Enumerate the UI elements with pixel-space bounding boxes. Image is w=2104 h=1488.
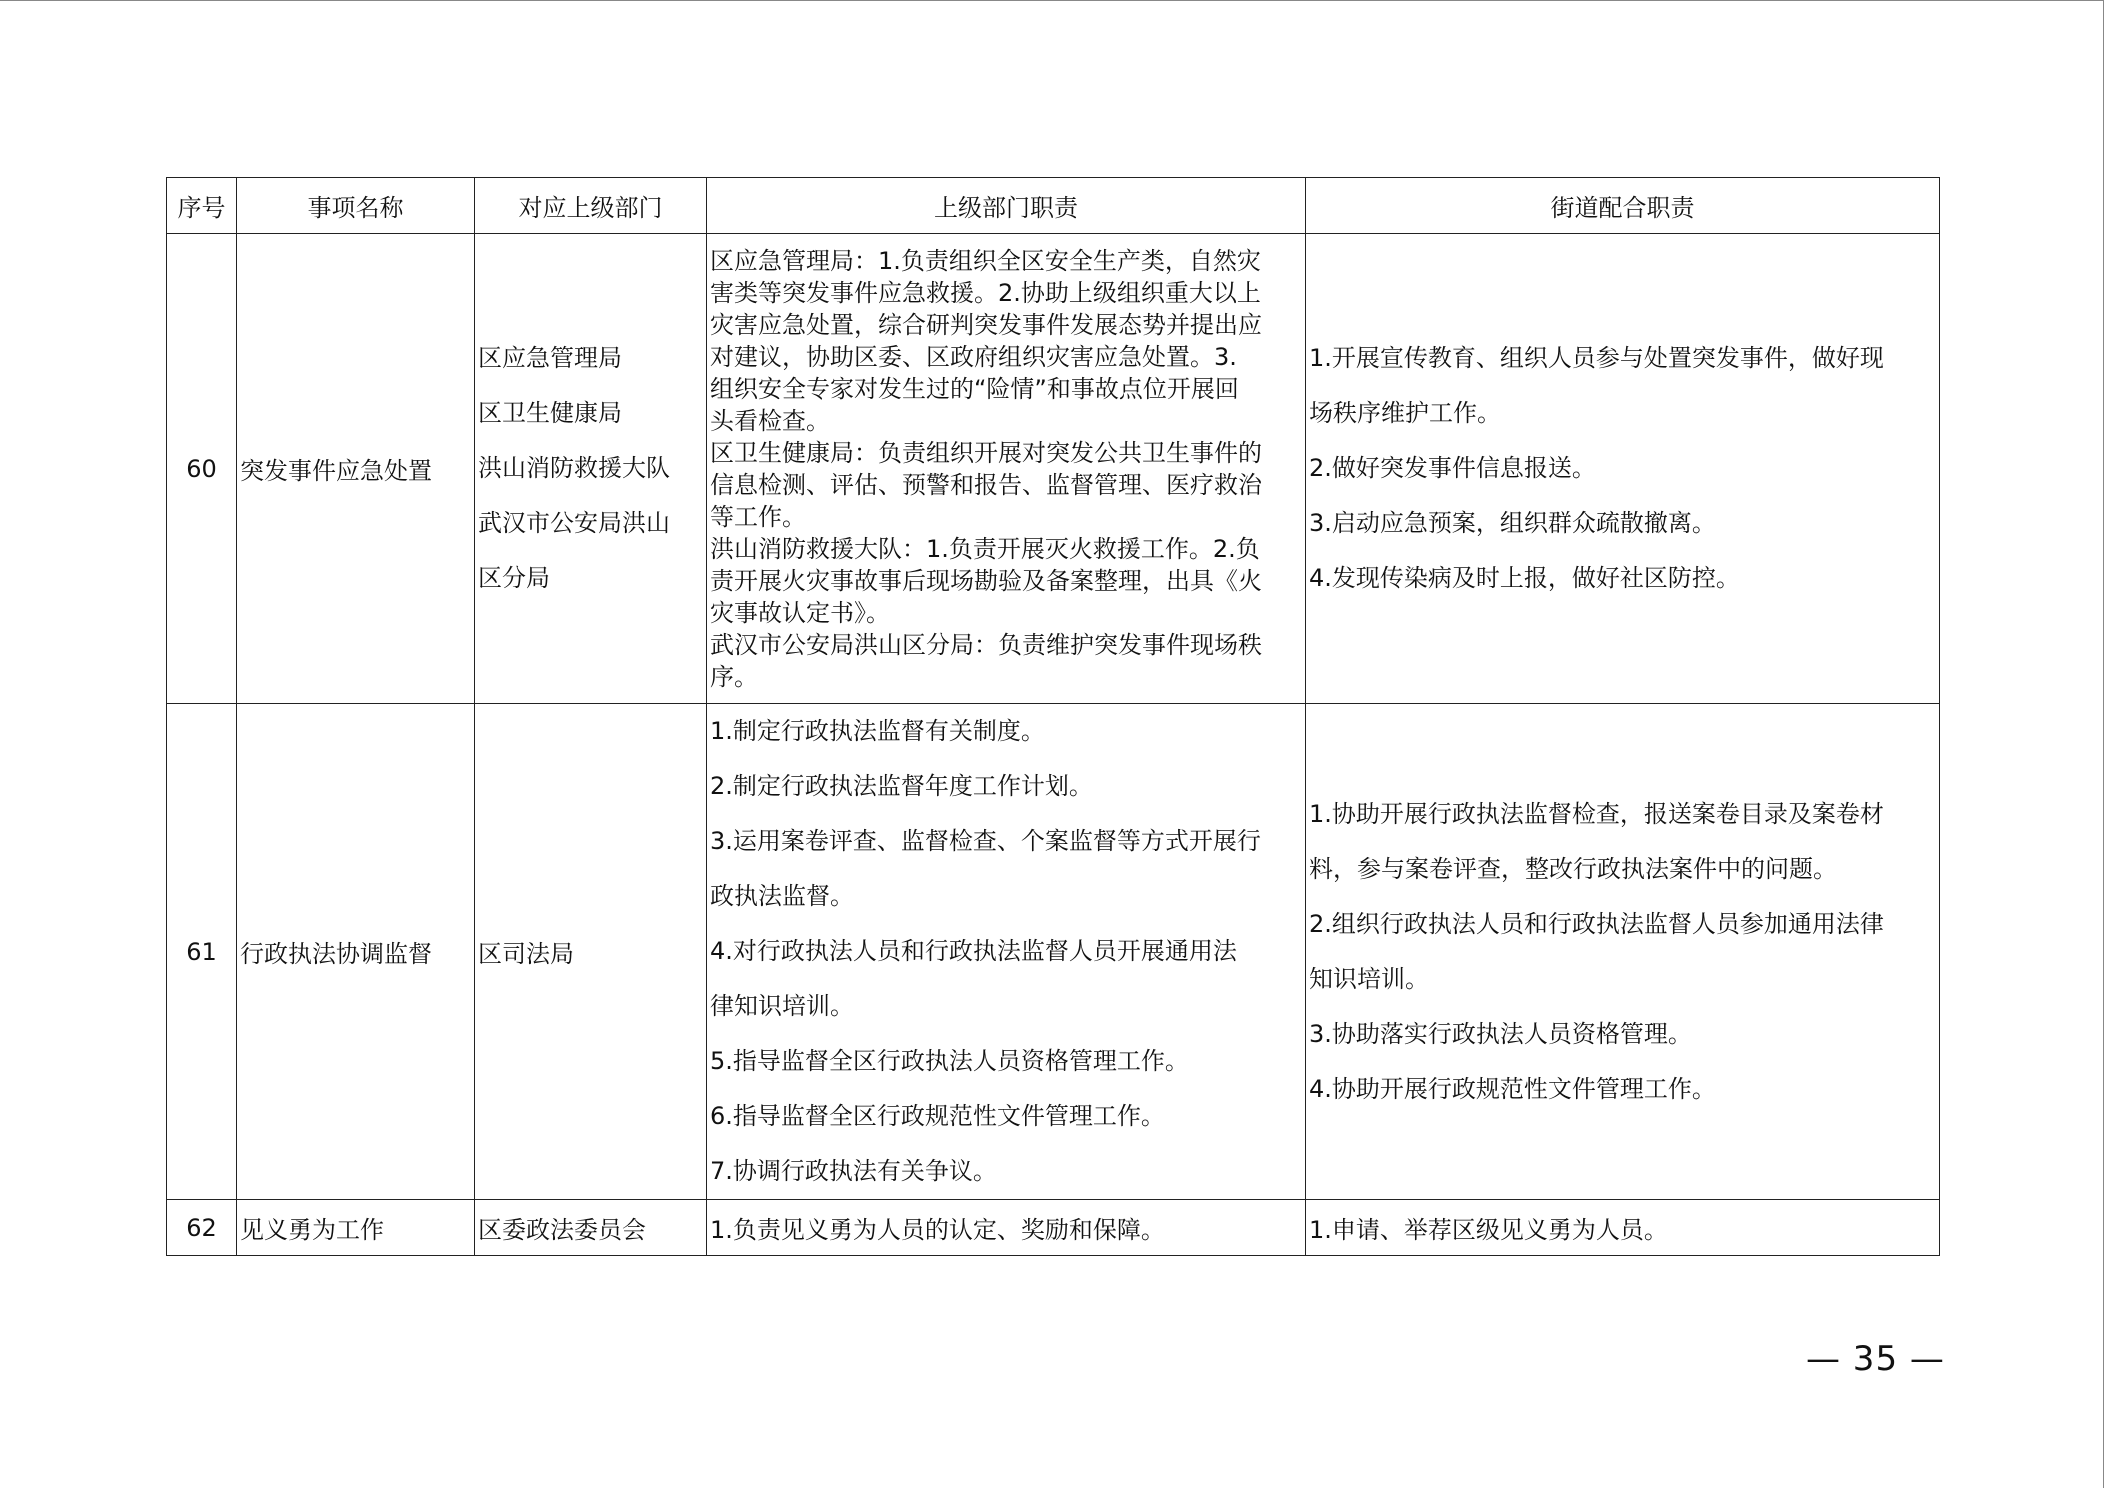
page-number: — 35 — [1806,1339,1945,1379]
row-item-name: 行政执法协调监督 [237,704,475,1200]
row-upper-duties: 1.负责见义勇为人员的认定、奖励和保障。 [707,1200,1306,1256]
street-duty-line: 场秩序维护工作。 [1309,399,1501,427]
row-upper-duties [707,704,1306,1200]
row-upper-duties [707,234,1306,704]
upper-duty-line: 责开展火灾事故事后现场勘验及备案整理，出具《火 [710,566,1262,595]
street-duty-line: 3.启动应急预案，组织群众疏散撤离。 [1309,509,1716,537]
street-duty-line: 2.组织行政执法人员和行政执法监督人员参加通用法律 [1309,909,1884,938]
upper-duty-line: 7.协调行政执法有关争议。 [710,1157,997,1185]
row-departments [475,234,707,704]
upper-duty-line: 5.指导监督全区行政执法人员资格管理工作。 [710,1047,1189,1075]
row-item-name: 突发事件应急处置 [237,234,475,704]
table-row [167,1200,1940,1256]
upper-duty-line: 武汉市公安局洪山区分局：负责维护突发事件现场秩 [710,630,1262,659]
street-duty-line: 4.协助开展行政规范性文件管理工作。 [1309,1074,1716,1103]
row-departments: 区司法局 [475,704,707,1200]
street-duty-line: 料，参与案卷评查，整改行政执法案件中的问题。 [1309,854,1837,883]
upper-duty-line: 1.制定行政执法监督有关制度。 [710,717,1045,745]
header-seq: 序号 [167,178,237,234]
row-seq: 60 [167,234,237,704]
header-street-duties: 街道配合职责 [1306,178,1940,234]
upper-duty-line: 洪山消防救援大队：1.负责开展灭火救援工作。2.负 [710,534,1260,563]
upper-duty-line: 等工作。 [710,502,806,531]
department-line: 区分局 [478,564,550,592]
upper-duty-line: 害类等突发事件应急救援。2.协助上级组织重大以上 [710,278,1261,307]
street-duty-line: 2.做好突发事件信息报送。 [1309,454,1596,482]
page-top-border [0,0,2104,1]
upper-duty-line: 灾事故认定书》。 [710,598,890,627]
upper-duty-line: 律知识培训。 [710,992,854,1020]
header-upper-duties: 上级部门职责 [707,178,1306,234]
upper-duty-line: 政执法监督。 [710,882,854,910]
header-upper-department: 对应上级部门 [475,178,707,234]
department-line: 武汉市公安局洪山 [478,509,670,537]
row-street-duties [1306,704,1940,1200]
upper-duty-line: 信息检测、评估、预警和报告、监督管理、医疗救治 [710,470,1262,499]
upper-duty-line: 对建议，协助区委、区政府组织灾害应急处置。3. [710,342,1237,371]
street-duty-line: 知识培训。 [1309,964,1429,993]
row-street-duties [1306,234,1940,704]
table-row [167,704,1940,1200]
header-item-name: 事项名称 [237,178,475,234]
upper-duty-line: 4.对行政执法人员和行政执法监督人员开展通用法 [710,937,1237,965]
upper-duty-line: 区应急管理局：1.负责组织全区安全生产类，自然灾 [710,246,1261,275]
duty-table [166,177,1940,1256]
street-duty-line: 4.发现传染病及时上报，做好社区防控。 [1309,564,1740,592]
row-departments: 区委政法委员会 [475,1200,707,1256]
row-seq: 62 [167,1200,237,1256]
upper-duty-line: 序。 [710,662,758,691]
street-duty-line: 1.开展宣传教育、组织人员参与处置突发事件，做好现 [1309,344,1884,372]
row-seq: 61 [167,704,237,1200]
upper-duty-line: 组织安全专家对发生过的“险情”和事故点位开展回 [710,374,1239,403]
upper-duty-line: 6.指导监督全区行政规范性文件管理工作。 [710,1102,1165,1130]
department-line: 洪山消防救援大队 [478,454,670,482]
street-duty-line: 3.协助落实行政执法人员资格管理。 [1309,1019,1692,1048]
table-header-row [167,178,1940,234]
row-street-duties: 1.申请、举荐区级见义勇为人员。 [1306,1200,1940,1256]
upper-duty-line: 2.制定行政执法监督年度工作计划。 [710,772,1093,800]
upper-duty-line: 区卫生健康局：负责组织开展对突发公共卫生事件的 [710,438,1262,467]
department-line: 区卫生健康局 [478,399,622,427]
upper-duty-line: 3.运用案卷评查、监督检查、个案监督等方式开展行 [710,827,1261,855]
upper-duty-line: 灾害应急处置，综合研判突发事件发展态势并提出应 [710,310,1262,339]
upper-duty-line: 头看检查。 [710,406,830,435]
table-row [167,234,1940,704]
street-duty-line: 1.协助开展行政执法监督检查，报送案卷目录及案卷材 [1309,799,1884,828]
row-item-name: 见义勇为工作 [237,1200,475,1256]
department-line: 区应急管理局 [478,344,622,372]
